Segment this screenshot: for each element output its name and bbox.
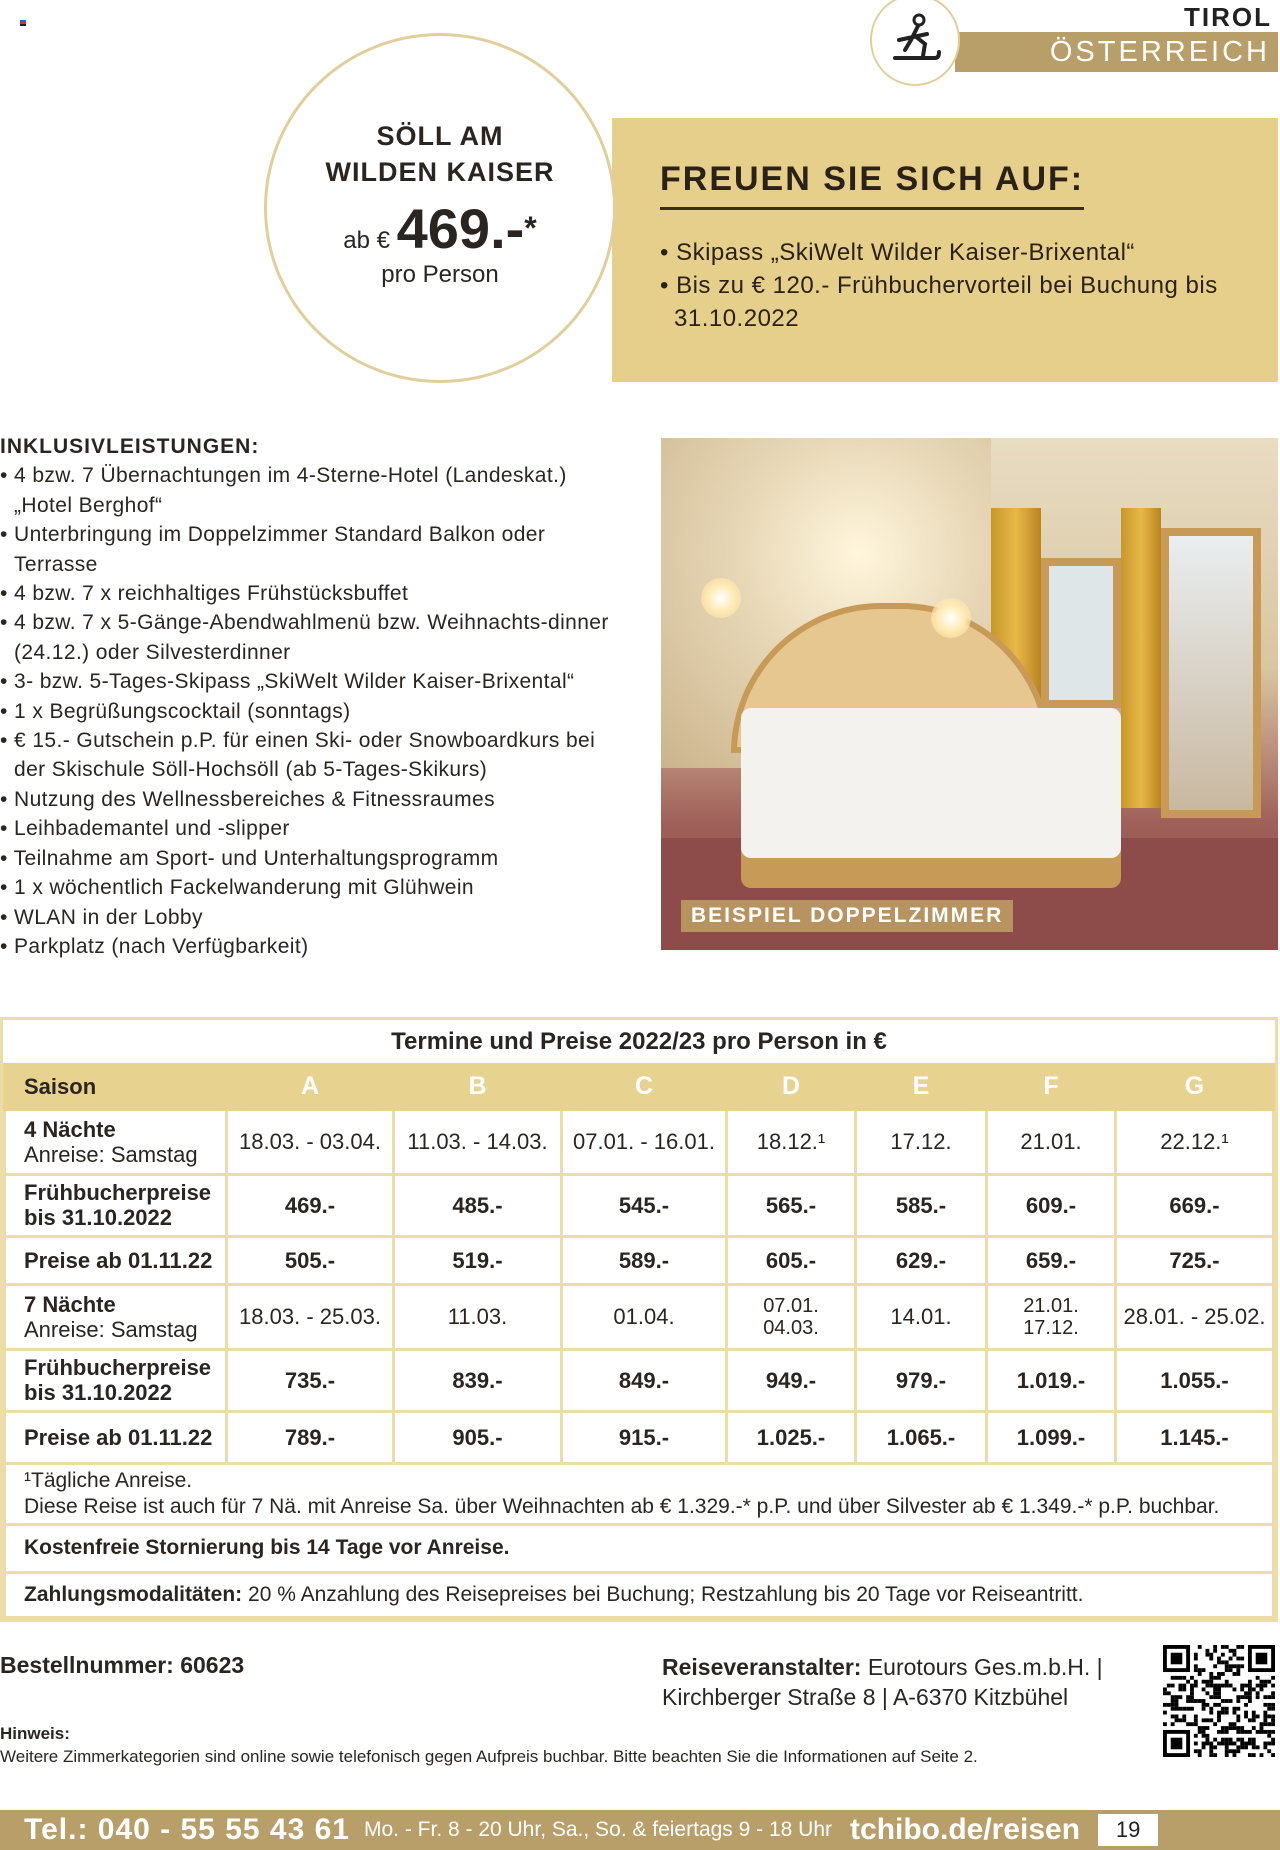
table-cell: 22.12.¹ — [1116, 1109, 1274, 1174]
table-cell: 18.12.¹ — [727, 1109, 856, 1174]
table-cell: 519.- — [394, 1236, 562, 1284]
inclusive-item: • 1 x wöchentlich Fackelwanderung mit Glühwein — [0, 876, 474, 900]
table-row — [5, 1284, 1274, 1349]
destination-line1: SÖLL AM — [376, 121, 504, 151]
table-row — [5, 1411, 1274, 1463]
table-cell: 11.03. - 14.03. — [394, 1109, 562, 1174]
price-badge — [264, 33, 616, 383]
table-row — [5, 1174, 1274, 1236]
table-cell: 839.- — [394, 1349, 562, 1411]
table-cell: 565.- — [727, 1174, 856, 1236]
table-cell: 505.- — [227, 1236, 394, 1284]
row-label: Preise ab 01.11.22 — [5, 1411, 227, 1463]
inclusive-item: • 1 x Begrüßungscocktail (sonntags) — [0, 699, 351, 723]
table-cell: 17.12. — [856, 1109, 987, 1174]
table-cell: 669.- — [1116, 1174, 1274, 1236]
table-cell: 849.- — [562, 1349, 727, 1411]
table-cell: 905.- — [394, 1411, 562, 1463]
table-cell: 585.- — [856, 1174, 987, 1236]
table-cell: 14.01. — [856, 1284, 987, 1349]
inclusive-item: • Parkplatz (nach Verfügbarkeit) — [0, 934, 309, 958]
table-cell: 1.055.- — [1116, 1349, 1274, 1411]
table-cell: 469.- — [227, 1174, 394, 1236]
region-label: TIROL — [1184, 2, 1272, 32]
highlight-item: • Skipass „SkiWelt Wilder Kaiser-Brixental“ — [660, 239, 1135, 266]
table-cell: 915.- — [562, 1411, 727, 1463]
payment-note: Zahlungsmodalitäten: 20 % Anzahlung des Reisepreises bei Buchung; Restzahlung bis 20 Tage vor Reiseantritt. — [5, 1572, 1274, 1617]
table-cell: 11.03. — [394, 1284, 562, 1349]
inclusive-item: • Unterbringung im Doppelzimmer Standard Balkon oder Terrasse — [0, 523, 546, 576]
row-label: 4 Nächte Anreise: Samstag — [5, 1109, 227, 1174]
price-table — [0, 1017, 1278, 1622]
table-cell: 18.03. - 03.04. — [227, 1109, 394, 1174]
header-cell: C — [562, 1064, 727, 1109]
table-row — [5, 1236, 1274, 1284]
price-value: 469.- — [396, 197, 525, 260]
header-cell: E — [856, 1064, 987, 1109]
order-number: Bestellnummer: 60623 — [0, 1652, 245, 1678]
phone-number[interactable]: Tel.: 040 - 55 55 43 61 — [24, 1813, 350, 1846]
qr-code[interactable] — [1161, 1645, 1277, 1757]
table-cell: 979.- — [856, 1349, 987, 1411]
price-unit: pro Person — [381, 261, 499, 288]
highlight-item: • Bis zu € 120.- Frühbuchervorteil bei Buchung bis 31.10.2022 — [660, 272, 1218, 332]
inclusive-item: • € 15.- Gutschein p.P. für einen Ski- oder Snowboardkurs bei der Skischule Söll-Hochsöll (ab 5-Tages-Skikurs) — [0, 729, 596, 782]
table-cell: 659.- — [987, 1236, 1116, 1284]
photo-caption: BEISPIEL DOPPELZIMMER — [681, 900, 1013, 932]
table-cell: 589.- — [562, 1236, 727, 1284]
table-cell: 789.- — [227, 1411, 394, 1463]
print-marker — [20, 20, 26, 26]
cancellation-note: Kostenfreie Stornierung bis 14 Tage vor Anreise. — [5, 1524, 1274, 1572]
table-cell: 01.04. — [562, 1284, 727, 1349]
table-cell: 07.01. 04.03. — [727, 1284, 856, 1349]
room-photo — [661, 438, 1278, 950]
table-title: Termine und Preise 2022/23 pro Person in € — [391, 1027, 887, 1055]
inclusive-item: • 4 bzw. 7 x 5-Gänge-Abendwahlmenü bzw. Weihnachts-dinner (24.12.) oder Silvesterdinner — [0, 611, 609, 664]
table-header-row — [5, 1064, 1274, 1109]
table-cell: 18.03. - 25.03. — [227, 1284, 394, 1349]
header-cell: Saison — [5, 1064, 227, 1109]
table-cell: 28.01. - 25.02. — [1116, 1284, 1274, 1349]
table-cell: 1.025.- — [727, 1411, 856, 1463]
table-cell: 609.- — [987, 1174, 1116, 1236]
highlights-title: FREUEN SIE SICH AUF: — [660, 160, 1084, 210]
table-cell: 1.065.- — [856, 1411, 987, 1463]
inclusive-item: • WLAN in der Lobby — [0, 905, 203, 929]
table-cell: 725.- — [1116, 1236, 1274, 1284]
footer-bar — [0, 1810, 1280, 1850]
table-cell: 485.- — [394, 1174, 562, 1236]
table-cell: 21.01. — [987, 1109, 1116, 1174]
table-cell: 545.- — [562, 1174, 727, 1236]
row-label: Frühbucherpreise bis 31.10.2022 — [5, 1174, 227, 1236]
table-cell: 735.- — [227, 1349, 394, 1411]
price-mark: * — [524, 210, 537, 246]
table-cell: 629.- — [856, 1236, 987, 1284]
row-label: 7 Nächte Anreise: Samstag — [5, 1284, 227, 1349]
website-link[interactable]: tchibo.de/reisen — [850, 1813, 1081, 1846]
inclusive-list — [0, 461, 620, 961]
hotline-hours: Mo. - Fr. 8 - 20 Uhr, Sa., So. & feiertags 9 - 18 Uhr — [363, 1818, 833, 1841]
page-number: 19 — [1098, 1814, 1158, 1846]
inclusive-item: • 4 bzw. 7 x reichhaltiges Frühstücksbuffet — [0, 582, 409, 606]
destination-line2: WILDEN KAISER — [325, 157, 555, 187]
table-row — [5, 1349, 1274, 1411]
highlights-list — [660, 236, 1260, 335]
inclusive-item: • Leihbademantel und -slipper — [0, 817, 290, 841]
header-cell: G — [1116, 1064, 1274, 1109]
table-row — [5, 1109, 1274, 1174]
inclusive-item: • Nutzung des Wellnessbereiches & Fitnessraumes — [0, 787, 495, 811]
tour-operator: Reiseveranstalter: Eurotours Ges.m.b.H. | Kirchberger Straße 8 | A-6370 Kitzbühel — [662, 1654, 1103, 1710]
table-cell: 1.019.- — [987, 1349, 1116, 1411]
table-cell: 1.145.- — [1116, 1411, 1274, 1463]
inclusive-item: • 3- bzw. 5-Tages-Skipass „SkiWelt Wilder Kaiser-Brixental“ — [0, 670, 575, 694]
inclusive-item: • 4 bzw. 7 Übernachtungen im 4-Sterne-Hotel (Landeskat.) „Hotel Berghof“ — [0, 464, 567, 517]
price-prefix: ab € — [343, 227, 390, 254]
country-banner: ÖSTERREICH — [955, 32, 1278, 72]
table-cell: 07.01. - 16.01. — [562, 1109, 727, 1174]
table-cell: 21.01. 17.12. — [987, 1284, 1116, 1349]
table-cell: 605.- — [727, 1236, 856, 1284]
inclusive-services — [0, 432, 620, 961]
row-label: Frühbucherpreise bis 31.10.2022 — [5, 1349, 227, 1411]
row-label: Preise ab 01.11.22 — [5, 1236, 227, 1284]
skier-icon — [870, 0, 960, 86]
header-cell: B — [394, 1064, 562, 1109]
header-cell: D — [727, 1064, 856, 1109]
header-cell: A — [227, 1064, 394, 1109]
table-cell: 1.099.- — [987, 1411, 1116, 1463]
header-cell: F — [987, 1064, 1116, 1109]
price-line — [267, 196, 613, 261]
inclusive-item: • Teilnahme am Sport- und Unterhaltungsprogramm — [0, 846, 499, 870]
table-cell: 949.- — [727, 1349, 856, 1411]
inclusive-title: INKLUSIVLEISTUNGEN: — [0, 435, 260, 458]
note: Hinweis: Weitere Zimmerkategorien sind online sowie telefonisch gegen Aufpreis buchbar. Bitte beachten Sie die Informationen auf Seite 2. — [0, 1724, 978, 1766]
table-footnote: ¹Tägliche Anreise. Diese Reise ist auch für 7 Nä. mit Anreise Sa. über Weihnachten ab € 1.329.-* p.P. und über Silvester ab € 1.349.-* p.P. buchbar. — [5, 1463, 1274, 1524]
